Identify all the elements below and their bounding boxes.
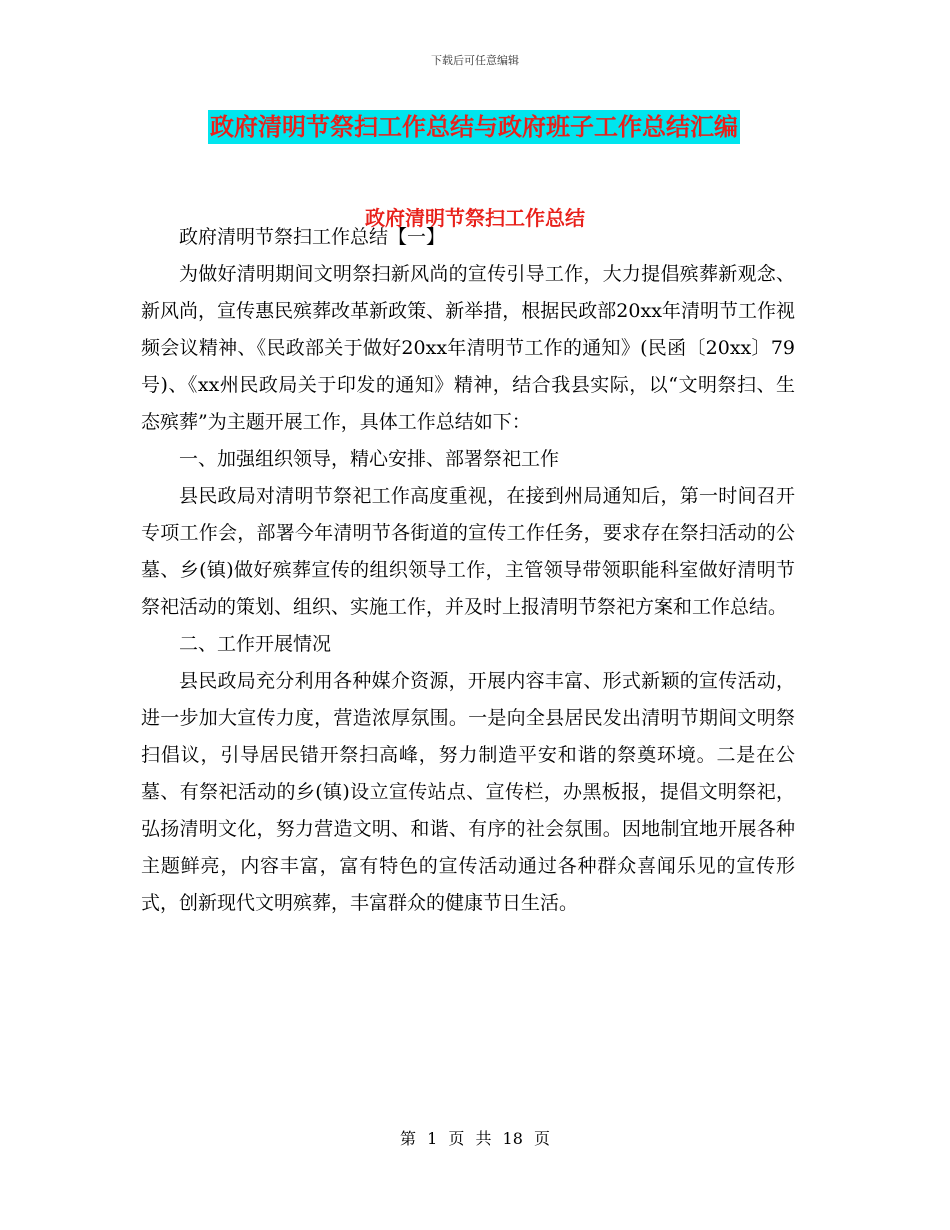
page-number: 第 1 页 共 18 页 [400,1129,550,1148]
paragraph-intro: 为做好清明期间文明祭扫新风尚的宣传引导工作，大力提倡殡葬新观念、新风尚，宣传惠民殡葬改革新政策、新举措，根据民政部20xx年清明节工作视频会议精神、《民政部关于做好20xx年清明节工作的通知》(民函〔20xx〕79号)、《xx州民政局关于印发的通知》精神，结合我县实际，以“文明祭扫、生态殡葬”为主题开展工作，具体工作总结如下： [141,263,795,433]
paragraph-organization: 县民政局对清明节祭祀工作高度重视，在接到州局通知后，第一时间召开专项工作会，部署今年清明节各街道的宣传工作任务，要求存在祭扫活动的公墓、乡(镇)做好殡葬宣传的组织领导工作，主管领导带领职能科室做好清明节祭祀活动的策划、组织、实施工作，并及时上报清明节祭祀方案和工作总结。 [141,485,795,618]
document-title: 政府清明节祭扫工作总结与政府班子工作总结汇编 [208,110,740,144]
document-body [141,219,795,922]
paragraph-subtitle: 政府清明节祭扫工作总结【一】 [179,226,446,248]
heading-two: 二、工作开展情况 [179,633,332,655]
heading-one: 一、加强组织领导，精心安排、部署祭祀工作 [179,448,560,470]
page-header-note: 下载后可任意编辑 [431,54,519,67]
section-title: 政府清明节祭扫工作总结 [365,206,585,230]
paragraph-activities: 县民政局充分利用各种媒介资源，开展内容丰富、形式新颖的宣传活动，进一步加大宣传力度，营造浓厚氛围。一是向全县居民发出清明节期间文明祭扫倡议，引导居民错开祭扫高峰，努力制造平安和谐的祭奠环境。二是在公墓、有祭祀活动的乡(镇)设立宣传站点、宣传栏，办黑板报，提倡文明祭祀，弘扬清明文化，努力营造文明、和谐、有序的社会氛围。因地制宜地开展各种主题鲜亮，内容丰富，富有特色的宣传活动通过各种群众喜闻乐见的宣传形式，创新现代文明殡葬，丰富群众的健康节日生活。 [141,670,795,914]
